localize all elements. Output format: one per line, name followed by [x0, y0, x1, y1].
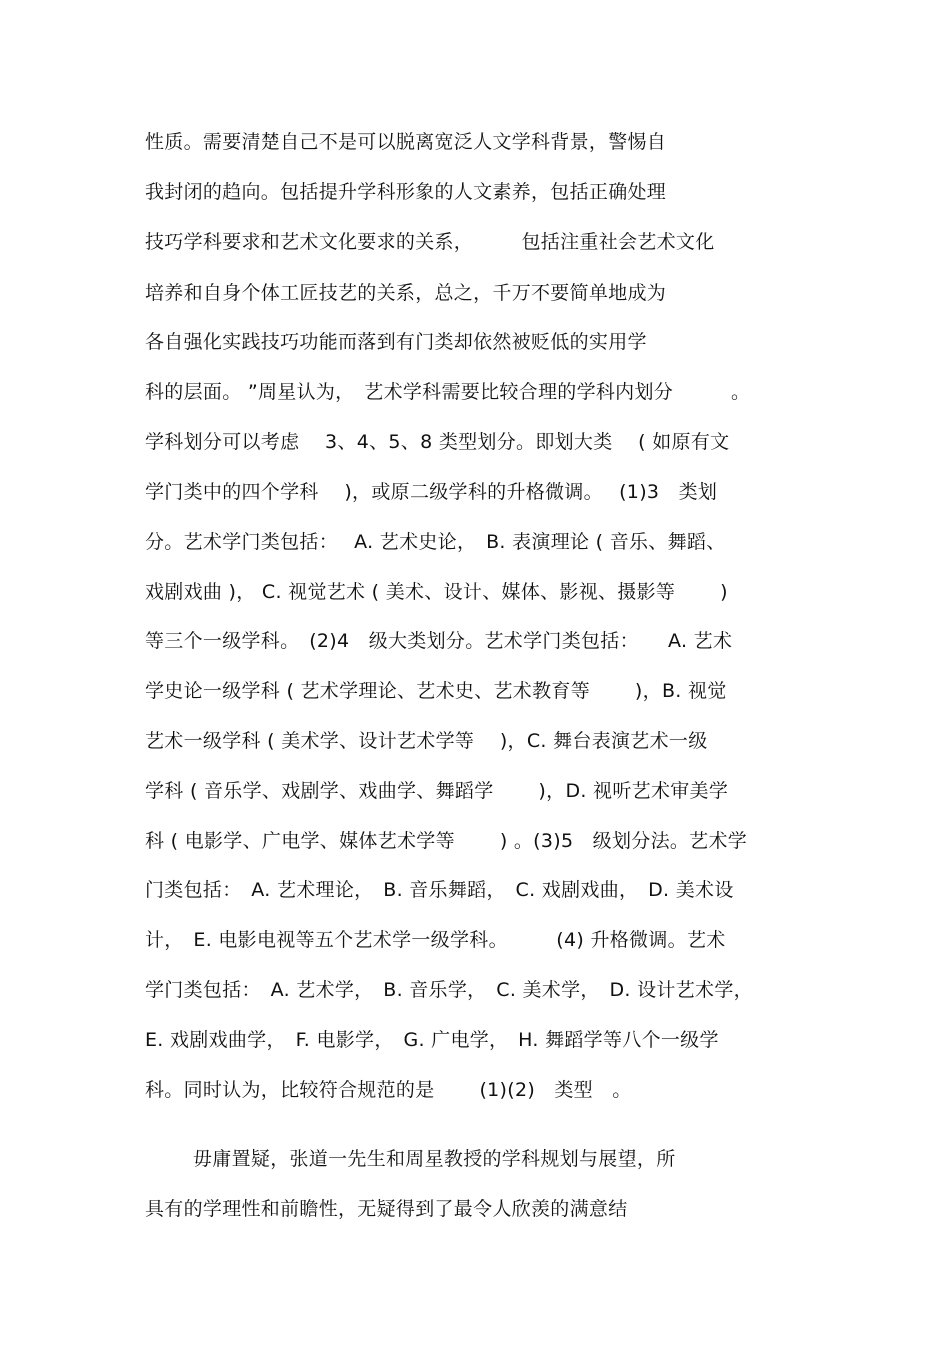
- text-line: 门类包括： A. 艺术理论， B. 音乐舞蹈， C. 戏剧戏曲， D. 美术设: [145, 879, 734, 901]
- text-line: 等三个一级学科。 (2)4 级大类划分。艺术学门类包括： A. 艺术: [145, 630, 733, 652]
- text-line: 我封闭的趋向。包括提升学科形象的人文素养，包括正确处理: [145, 181, 667, 203]
- text-line: 学门类中的四个学科 )，或原二级学科的升格微调。 (1)3 类划: [145, 481, 718, 503]
- text-line: 科的层面。 ”周星认为， 艺术学科需要比较合理的学科内划分 。: [145, 381, 751, 403]
- text-line: 艺术一级学科 ( 美术学、设计艺术学等 )，C. 舞台表演艺术一级: [145, 730, 708, 752]
- text-line: 培养和自身个体工匠技艺的关系，总之，千万不要简单地成为: [145, 282, 667, 304]
- text-line: 具有的学理性和前瞻性，无疑得到了最令人欣羡的满意结: [145, 1198, 628, 1220]
- text-line: 学门类包括： A. 艺术学， B. 音乐学， C. 美术学， D. 设计艺术学，: [145, 979, 753, 1001]
- text-line: 科。同时认为，比较符合规范的是 (1)(2) 类型 。: [145, 1079, 632, 1101]
- text-line: 学科 ( 音乐学、戏剧学、戏曲学、舞蹈学 )，D. 视听艺术审美学: [145, 780, 729, 802]
- text-line: E. 戏剧戏曲学， F. 电影学， G. 广电学， H. 舞蹈学等八个一级学: [145, 1029, 719, 1051]
- text-line: 科 ( 电影学、广电学、媒体艺术学等 ) 。(3)5 级划分法。艺术学: [145, 830, 748, 852]
- text-line: 毋庸置疑，张道一先生和周星教授的学科规划与展望，所: [193, 1148, 676, 1170]
- text-line: 学科划分可以考虑 3、4、5、8 类型划分。即划大类 ( 如原有文: [145, 431, 730, 453]
- text-line: 计， E. 电影电视等五个艺术学一级学科。 (4) 升格微调。艺术: [145, 929, 726, 951]
- text-line: 各自强化实践技巧功能而落到有门类却依然被贬低的实用学: [145, 331, 647, 353]
- text-line: 戏剧戏曲 )， C. 视觉艺术 ( 美术、设计、媒体、影视、摄影等 ): [145, 581, 728, 603]
- text-line: 分。艺术学门类包括： A. 艺术史论， B. 表演理论 ( 音乐、舞蹈、: [145, 531, 726, 553]
- text-line: 学史论一级学科 ( 艺术学理论、艺术史、艺术教育等 )，B. 视觉: [145, 680, 727, 702]
- text-line: 性质。需要清楚自己不是可以脱离宽泛人文学科背景，警惕自: [145, 131, 667, 153]
- text-line: 技巧学科要求和艺术文化要求的关系， 包括注重社会艺术文化: [145, 231, 715, 253]
